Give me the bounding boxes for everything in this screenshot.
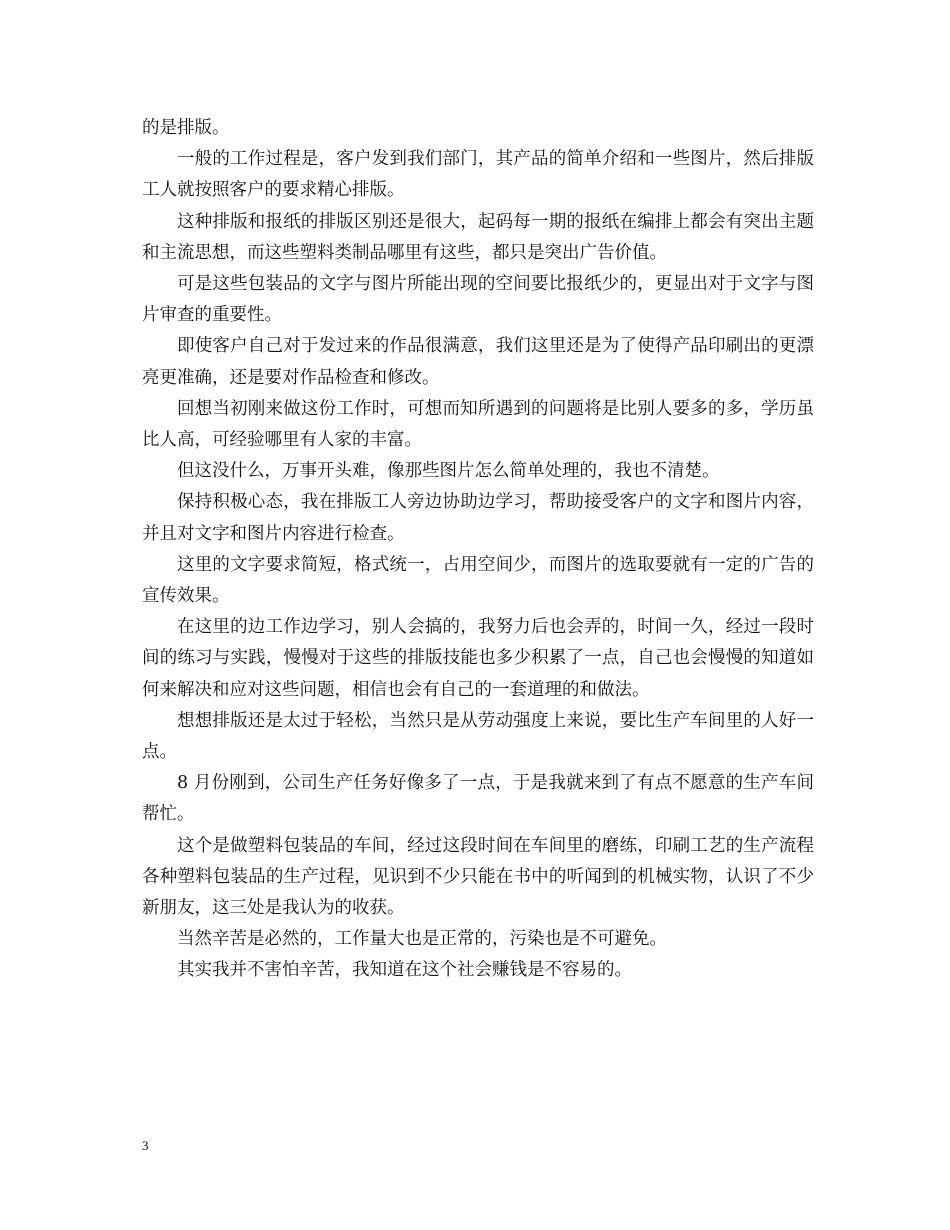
paragraph: 这个是做塑料包装品的车间，经过这段时间在车间里的磨练，印刷工艺的生产流程各种塑料包装品的生产过程，见识到不少只能在书中的听闻到的机械实物，认识了不少新朋友，这三处是我认为的收获。 — [142, 835, 814, 919]
paragraph: 的是排版。 — [142, 118, 230, 138]
paragraph: 当然辛苦是必然的，工作量大也是正常的，污染也是不可避免。 — [177, 929, 667, 950]
paragraph: 8 月份刚到，公司生产任务好像多了一点，于是我就来到了有点不愿意的生产车间帮忙。 — [142, 773, 814, 825]
paragraph: 一般的工作过程是，客户发到我们部门，其产品的简单介绍和一些图片，然后排版工人就按照客户的要求精心排版。 — [142, 149, 814, 201]
paragraph: 这里的文字要求简短，格式统一，占用空间少，而图片的选取要就有一定的广告的宣传效果。 — [142, 554, 814, 607]
paragraph: 想想排版还是太过于轻松，当然只是从劳动强度上来说，要比生产车间里的人好一点。 — [142, 710, 814, 763]
paragraph: 保持积极心态，我在排版工人旁边协助边学习，帮助接受客户的文字和图片内容，并且对文字和图片内容进行检查。 — [142, 492, 814, 544]
paragraph: 可是这些包装品的文字与图片所能出现的空间要比报纸少的，更显出对于文字与图片审查的重要性。 — [142, 274, 814, 326]
paragraph: 即使客户自己对于发过来的作品很满意，我们这里还是为了使得产品印刷出的更漂亮更准确，还是要对作品检查和修改。 — [142, 336, 814, 388]
paragraph: 其实我并不害怕辛苦，我知道在这个社会赚钱是不容易的。 — [177, 960, 632, 981]
paragraph: 但这没什么，万事开头难，像那些图片怎么简单处理的，我也不清楚。 — [177, 461, 720, 482]
paragraph: 回想当初刚来做这份工作时，可想而知所遇到的问题将是比别人要多的多，学历虽比人高，可经验哪里有人家的丰富。 — [142, 398, 814, 451]
page-number: 3 — [142, 1138, 149, 1153]
paragraph: 在这里的边工作边学习，别人会搞的，我努力后也会弄的，时间一久，经过一段时间的练习与实践，慢慢对于这些的排版技能也多少积累了一点，自己也会慢慢的知道如何来解决和应对这些问题，相信也会有自己的一套道理的和做法。 — [142, 617, 814, 700]
body-text — [142, 113, 814, 987]
paragraph: 这种排版和报纸的排版区别还是很大，起码每一期的报纸在编排上都会有突出主题和主流思想，而这些塑料类制品哪里有这些，都只是突出广告价值。 — [142, 211, 814, 263]
